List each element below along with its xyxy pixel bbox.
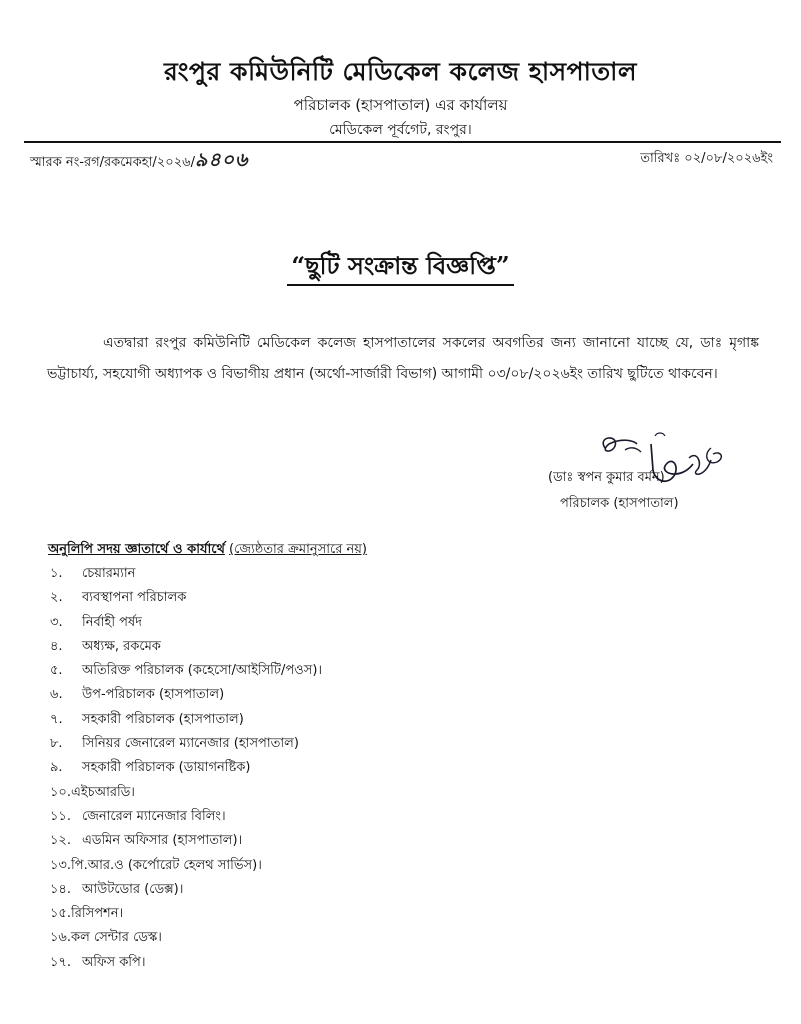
handwritten-signature: [585, 430, 735, 500]
list-item: [50, 683, 322, 707]
copies-heading-text: অনুলিপি সদয় জ্ঞাতার্থে ও কার্যার্থে: [48, 542, 225, 557]
list-item-number: ১৩.: [50, 857, 72, 873]
list-item-text: পি.আর.ও (কর্পোরেট হেলথ সার্ভিস)।: [71, 857, 262, 873]
list-item-text: ব্যবস্থাপনা পরিচালক: [82, 590, 187, 606]
list-item: [50, 659, 322, 683]
list-item-text: সহকারী পরিচালক (হাসপাতাল): [82, 711, 244, 727]
list-item: [50, 781, 322, 805]
list-item-text: এইচআরডি।: [71, 784, 135, 800]
memo-date: তারিখঃ ০২/০৮/২০২৬ইং: [640, 151, 773, 166]
list-item-number: ১৪.: [50, 881, 72, 897]
list-item-text: আউটডোর (ডেক্স)।: [82, 881, 184, 897]
list-item-number: ১৬.: [50, 930, 72, 946]
list-item-number: ৩.: [50, 614, 63, 630]
list-item: [50, 611, 322, 635]
list-item: [50, 586, 322, 610]
list-item-text: চেয়ারম্যান: [82, 566, 136, 581]
memo-prefix: স্মারক নং-রগ/রকমেকহা/২০২৬/: [30, 155, 195, 170]
notice-title: [0, 248, 801, 288]
list-item: [50, 926, 322, 950]
list-item: [50, 732, 322, 756]
list-item-text: সহকারী পরিচালক (ডায়াগনষ্টিক): [82, 760, 251, 776]
memo-number: ৯৪০৬: [194, 149, 249, 171]
list-item-number: ৪.: [50, 638, 63, 654]
office-address: মেডিকেল পূর্বগেট, রংপুর।: [329, 122, 472, 138]
office-name: পরিচালক (হাসপাতাল) এর কার্যালয়: [293, 96, 508, 114]
list-item-text: অধ্যক্ষ, রকমেক: [82, 638, 161, 654]
list-item-number: ৬.: [50, 687, 63, 703]
list-item-number: ১২.: [50, 833, 72, 849]
list-item-number: ১১.: [50, 808, 72, 824]
list-item: [50, 878, 322, 902]
memo-reference: [30, 146, 248, 178]
list-item: [50, 708, 322, 732]
list-item: [50, 562, 322, 586]
list-item: [50, 951, 322, 975]
list-item-text: জেনারেল ম্যানেজার বিলিং।: [82, 808, 226, 824]
list-item-text: কল সেন্টার ডেস্ক।: [71, 930, 162, 946]
list-item-text: এডমিন অফিসার (হাসপাতাল)।: [82, 833, 243, 849]
copies-heading-note: (জ্যেষ্ঠতার ক্রমানুসারে নয়): [229, 542, 367, 557]
signer-title: পরিচালক (হাসপাতাল): [560, 496, 679, 511]
list-item-text: অফিস কপি।: [82, 954, 146, 970]
list-item: [50, 805, 322, 829]
organization-name: রংপুর কমিউনিটি মেডিকেল কলেজ হাসপাতাল: [164, 57, 637, 86]
header-divider: [24, 141, 781, 143]
copies-list: [50, 562, 322, 975]
list-item: [50, 902, 322, 926]
list-item-number: ১৫.: [50, 906, 72, 922]
list-item-text: উপ-পরিচালক (হাসপাতাল): [82, 687, 225, 703]
list-item-number: ৯.: [50, 760, 63, 776]
list-item-text: অতিরিক্ত পরিচালক (কহেসো/আইসিটি/পওস)।: [82, 663, 323, 679]
list-item-text: সিনিয়র জেনারেল ম্যানেজার (হাসপাতাল): [82, 736, 299, 752]
list-item-number: ৫.: [50, 663, 63, 679]
list-item-text: রিসিপশন।: [71, 906, 124, 922]
list-item-text: নির্বাহী পর্ষদ: [82, 614, 142, 630]
copies-heading: [48, 540, 367, 561]
list-item-number: ২.: [50, 590, 63, 606]
list-item-number: ৭.: [50, 711, 63, 727]
list-item: [50, 854, 322, 878]
signer-name: (ডাঃ স্বপন কুমার বর্মন): [548, 470, 665, 485]
list-item-number: ১৭.: [50, 954, 72, 970]
list-item-number: ১০.: [50, 784, 72, 800]
list-item-number: ৮.: [50, 736, 63, 752]
list-item: [50, 635, 322, 659]
list-item: [50, 829, 322, 853]
notice-title-text: “ছুটি সংক্রান্ত বিজ্ঞপ্তি”: [287, 251, 513, 286]
notice-body: এতদ্বারা রংপুর কমিউনিটি মেডিকেল কলেজ হাসপাতালের সকলের অবগতির জন্য জানানো যাচ্ছে যে, ডাঃ মৃগাঙ্ক ভট্টাচার্য্য, সহযোগী অধ্যাপক ও বিভাগীয় প্রধান (অর্থো-সার্জারী বিভাগ) আগামী ০৩/০৮/২০২৬ইং তারিখ ছুটিতে থাকবেন।: [47, 335, 759, 382]
list-item: [50, 756, 322, 780]
list-item-number: ১.: [50, 566, 63, 581]
